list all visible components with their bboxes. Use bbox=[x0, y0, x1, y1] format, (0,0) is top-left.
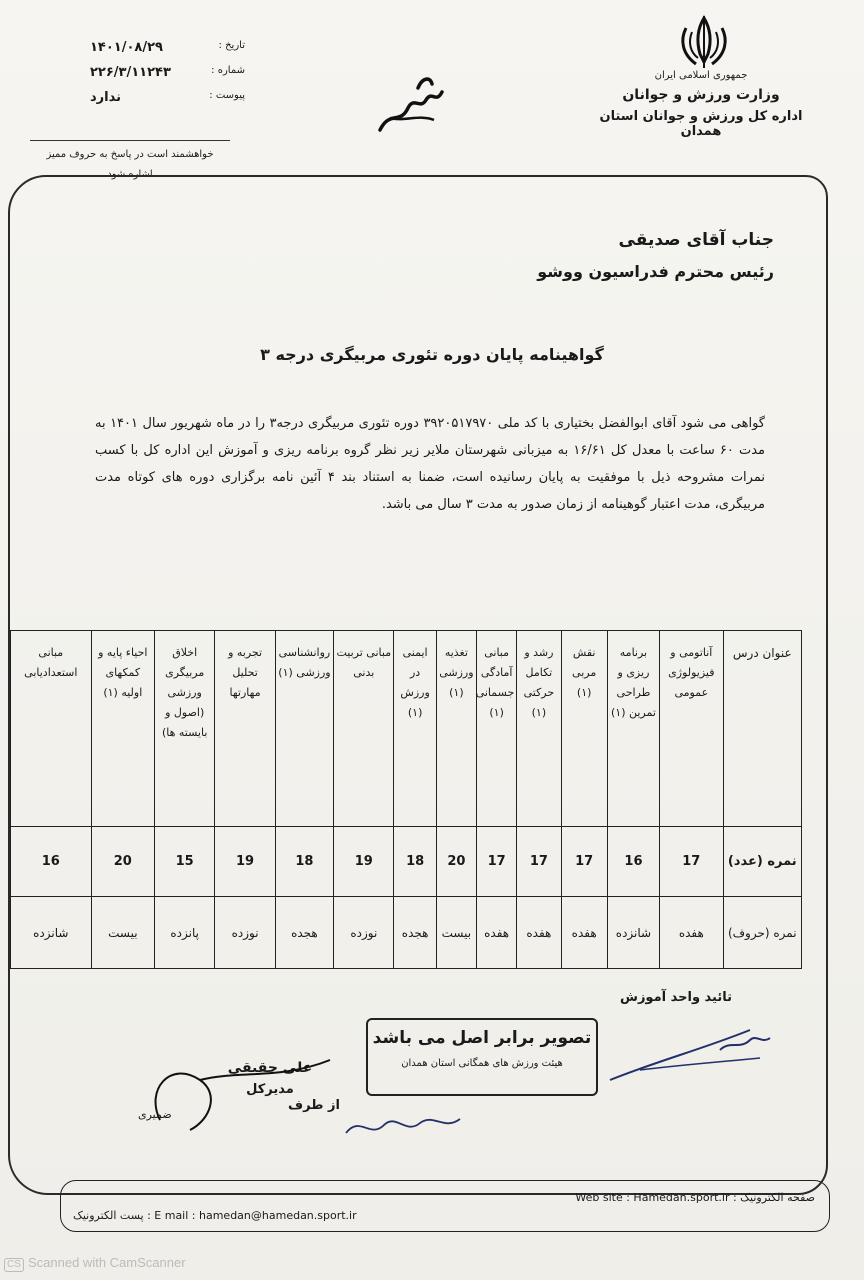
stamp-line1: تصویر برابر اصل می باشد bbox=[372, 1028, 592, 1048]
salutation bbox=[537, 230, 774, 281]
course-name: تغذیه ورزشی (۱) bbox=[436, 631, 476, 827]
date-value: ۱۴۰۱/۰۸/۲۹ bbox=[90, 40, 163, 55]
score-number: 19 bbox=[334, 827, 394, 897]
course-name: ایمنی در ورزش (۱) bbox=[394, 631, 436, 827]
office-name: اداره کل ورزش و جوانان استان همدان bbox=[599, 109, 803, 139]
score-number: 15 bbox=[155, 827, 215, 897]
signer-role: مدیرکل bbox=[246, 1082, 294, 1097]
score-words: هجده bbox=[394, 897, 436, 969]
letter-meta bbox=[90, 40, 245, 115]
on-behalf-label: از طرف bbox=[288, 1098, 340, 1113]
score-number: 18 bbox=[394, 827, 436, 897]
score-number: 17 bbox=[561, 827, 607, 897]
scores-number-row bbox=[11, 827, 802, 897]
course-name: مبانی تربیت بدنی bbox=[334, 631, 394, 827]
ministry-name: وزارت ورزش و جوانان bbox=[622, 87, 780, 103]
scores-words-row bbox=[11, 897, 802, 969]
score-number: 17 bbox=[477, 827, 517, 897]
stamp-line2: هیئت ورزش های همگانی استان همدان bbox=[401, 1058, 563, 1069]
number-value: ۲۲۶/۳/۱۱۲۴۳ bbox=[90, 65, 171, 80]
score-number: 16 bbox=[11, 827, 92, 897]
course-name: مبانی آمادگی جسمانی (۱) bbox=[477, 631, 517, 827]
score-words: شانزده bbox=[11, 897, 92, 969]
secondary-signer: ضمیری bbox=[138, 1108, 172, 1121]
reply-note-line1: خواهشمند است در پاسخ به حروف ممیز bbox=[46, 149, 214, 160]
score-words: هفده bbox=[517, 897, 561, 969]
stamp-signature bbox=[340, 1105, 470, 1145]
scanner-watermark bbox=[4, 1255, 186, 1272]
grades-table bbox=[10, 630, 802, 969]
attachment-value: ندارد bbox=[90, 90, 122, 105]
attachment-label: پیوست : bbox=[209, 90, 245, 101]
score-number: 19 bbox=[215, 827, 275, 897]
course-name: احیاء پایه و کمکهای اولیه (۱) bbox=[91, 631, 154, 827]
education-approval: تائید واحد آموزش bbox=[620, 990, 733, 1005]
certified-copy-stamp bbox=[366, 1018, 598, 1096]
score-number: 18 bbox=[275, 827, 333, 897]
score-number: 20 bbox=[436, 827, 476, 897]
course-name: رشد و تکامل حرکتی (۱) bbox=[517, 631, 561, 827]
date-label: تاریخ : bbox=[218, 40, 245, 51]
course-name: نقش مربی (۱) bbox=[561, 631, 607, 827]
reply-note-line2: اشاره شود bbox=[107, 169, 153, 180]
course-names-row bbox=[11, 631, 802, 827]
course-name: اخلاق مربیگری ورزشی (اصول و بایسته ها) bbox=[155, 631, 215, 827]
score-words: بیست bbox=[91, 897, 154, 969]
camscanner-logo-icon: CS bbox=[4, 1258, 24, 1272]
score-words: هجده bbox=[275, 897, 333, 969]
letter-footer bbox=[60, 1180, 830, 1232]
course-name: تجربه و تحلیل مهارتها bbox=[215, 631, 275, 827]
course-name: آناتومی و فیزیولوژی عمومی bbox=[660, 631, 723, 827]
director-signature bbox=[140, 1050, 360, 1140]
number-label: شماره : bbox=[211, 65, 245, 76]
footer-email: E mail : hamedan@hamedan.sport.ir : پست الکترونیک bbox=[73, 1209, 357, 1222]
course-name: مبانی استعدادیابی bbox=[11, 631, 92, 827]
score-number: 17 bbox=[660, 827, 723, 897]
course-name: روانشناسی ورزشی (۱) bbox=[275, 631, 333, 827]
handwritten-signature-top bbox=[370, 70, 460, 140]
iran-emblem-icon bbox=[672, 14, 736, 72]
score-words: نوزده bbox=[334, 897, 394, 969]
score-words: هفده bbox=[561, 897, 607, 969]
footer-website: صفحه الکترونیک : Web site : Hamedan.sport.ir bbox=[575, 1191, 815, 1204]
approval-signature bbox=[600, 1010, 780, 1090]
score-number: 20 bbox=[91, 827, 154, 897]
signer-name: علی حقیقی bbox=[227, 1060, 313, 1076]
score-words: پانزده bbox=[155, 897, 215, 969]
row-header-score-number: نمره (عدد) bbox=[723, 827, 801, 897]
salutation-title: رئیس محترم فدراسیون ووشو bbox=[537, 262, 774, 281]
course-name: برنامه ریزی و طراحی تمرین (۱) bbox=[607, 631, 659, 827]
certificate-body: گواهی می شود آقای ابوالفضل بختیاری با کد ملی ۳۹۲۰۵۱۷۹۷۰ دوره تئوری مربیگری درجه۳ را در ماه شهریور سال ۱۴۰۱ به مدت ۶۰ ساعت با معدل کل ۱۶/۶۱ به میزبانی شهرستان ملایر زیر نظر گروه برنامه ریزی و آموزش این اداره کل با کسب نمرات مشروحه ذیل با موفقیت به پایان رسانیده است، ضمنا به استناد بند ۴ آئین نامه برگزاری دوره های کوتاه مدت مربیگری، مدت اعتبار گوهینامه از زمان صدور به مدت ۳ سال می باشد. bbox=[95, 416, 765, 512]
row-header-course: عنوان درس bbox=[723, 631, 801, 827]
score-words: نوزده bbox=[215, 897, 275, 969]
row-header-score-words: نمره (حروف) bbox=[723, 897, 801, 969]
certificate-title: گواهینامه پایان دوره تئوری مربیگری درجه ۳ bbox=[260, 345, 604, 364]
country-name: جمهوری اسلامی ایران bbox=[654, 70, 748, 81]
letterhead bbox=[586, 70, 816, 139]
score-words: بیست bbox=[436, 897, 476, 969]
score-words: هفده bbox=[477, 897, 517, 969]
salutation-recipient: جناب آقای صدیقی bbox=[618, 230, 774, 250]
score-words: هفده bbox=[660, 897, 723, 969]
score-number: 17 bbox=[517, 827, 561, 897]
score-number: 16 bbox=[607, 827, 659, 897]
score-words: شانزده bbox=[607, 897, 659, 969]
watermark-text: Scanned with CamScanner bbox=[28, 1255, 186, 1270]
